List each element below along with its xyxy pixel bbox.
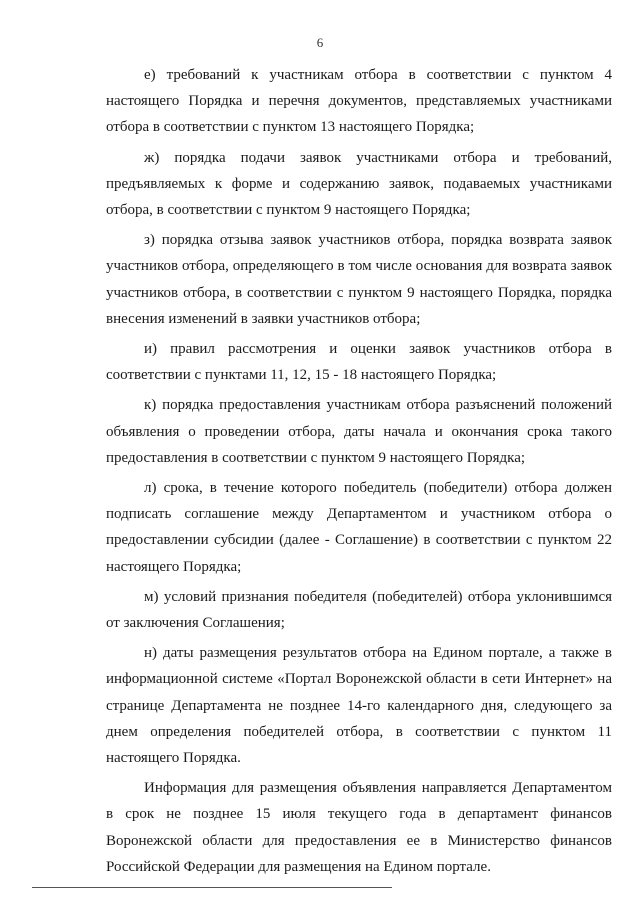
paragraph-i: и) правил рассмотрения и оценки заявок участников отбора в соответствии с пунктами 11, 12, 15 - 18 настоящего Порядка;: [106, 341, 612, 384]
paragraph-k: к) порядка предоставления участникам отбора разъяснений положений объявления о проведении отбора, даты начала и окончания срока такого предоставления в соответствии с пунктом 9 настоящего Порядка;: [106, 397, 612, 466]
paragraph-e: е) требований к участникам отбора в соответствии с пунктом 4 настоящего Порядка и перечня документов, представляемых участниками отбора в соответствии с пунктом 13 настоящего Порядка;: [106, 67, 612, 136]
document-body: [106, 62, 612, 884]
footer-rule: [32, 887, 392, 888]
page-number: 6: [316, 35, 324, 50]
paragraph-n: н) даты размещения результатов отбора на Едином портале, а также в информационной системе «Портал Воронежской области в сети Интернет» на странице Департамента не позднее 14-го календарного дня, следующего за днем определения победителей отбора, в соответствии с пунктом 11 настоящего Порядка.: [106, 645, 612, 767]
paragraph-l: л) срока, в течение которого победитель (победители) отбора должен подписать соглашение между Департаментом и участником отбора о предоставлении субсидии (далее - Соглашение) в соответствии с пунктом 22 настоящего Порядка;: [106, 480, 612, 575]
paragraph-info: Информация для размещения объявления направляется Департаментом в срок не позднее 15 июля текущего года в департамент финансов Воронежской области для предоставления ее в Министерство финансов Российской Федерации для размещения на Едином портале.: [106, 780, 612, 875]
paragraph-zh: ж) порядка подачи заявок участниками отбора и требований, предъявляемых к форме и содержанию заявок, подаваемых участниками отбора, в соответствии с пунктом 9 настоящего Порядка;: [106, 149, 612, 219]
paragraph-m: м) условий признания победителя (победителей) отбора уклонившимся от заключения Соглашения;: [106, 588, 612, 632]
paragraph-z: з) порядка отзыва заявок участников отбора, порядка возврата заявок участников отбора, определяющего в том числе основания для возврата заявок участников отбора, в соответствии с пунктом 9 настоящего Порядка, порядка внесения изменений в заявки участников отбора;: [106, 232, 612, 327]
